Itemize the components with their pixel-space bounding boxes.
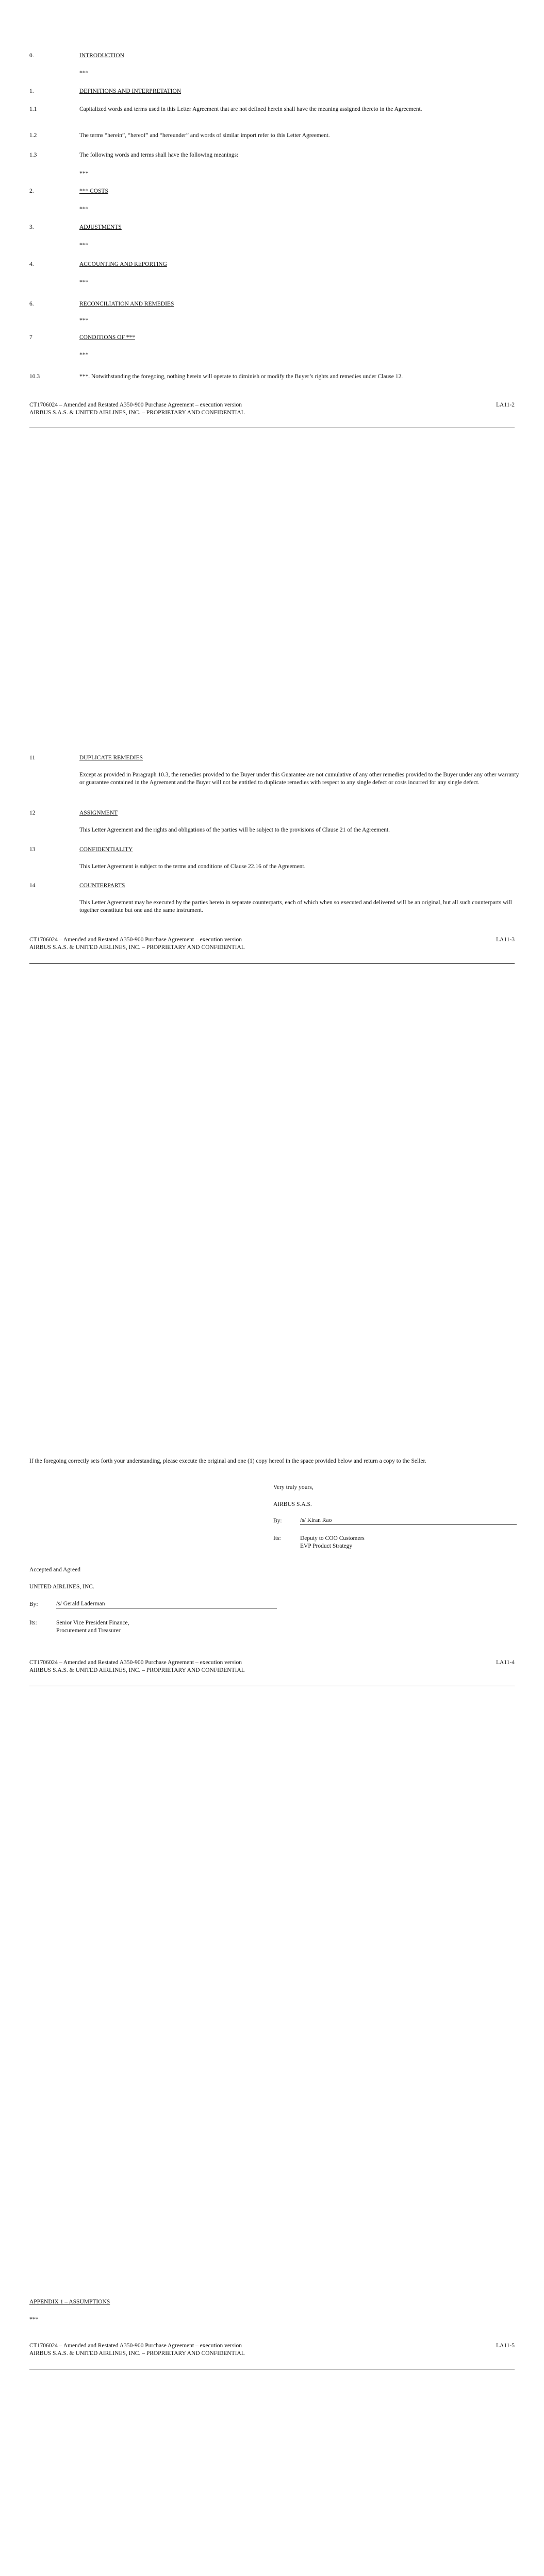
its-label: Its:	[273, 1535, 281, 1541]
section-number: 3.	[29, 224, 34, 230]
clause-text: Capitalized words and terms used in this Letter Agreement that are not defined herein shall have the meaning assigned thereto in the Agreement.	[79, 106, 422, 112]
seller-title-1: Deputy to COO Customers	[300, 1535, 365, 1541]
section-number: 6.	[29, 301, 34, 307]
clause-1-2	[29, 132, 523, 140]
section-1	[29, 88, 523, 95]
section-heading: ACCOUNTING AND REPORTING	[79, 261, 167, 267]
footer-document-title: CT1706024 – Amended and Restated A350-900 Purchase Agreement – execution version	[29, 402, 242, 408]
footer-document-title: CT1706024 – Amended and Restated A350-900 Purchase Agreement – execution version	[29, 937, 242, 943]
page-divider	[29, 963, 515, 964]
clause-text: The terms “herein”, “hereof” and “hereunder” and words of similar import refer to this Letter Agreement.	[79, 132, 330, 139]
section-heading: CONFIDENTIALITY	[79, 846, 133, 853]
stars-line: ***	[79, 279, 89, 285]
seller-title-block	[273, 1535, 365, 1550]
page-footer	[29, 2342, 515, 2358]
section-heading: DEFINITIONS AND INTERPRETATION	[79, 88, 182, 94]
section-heading: COUNTERPARTS	[79, 883, 125, 889]
section-0	[29, 52, 523, 60]
section-number: 7	[29, 334, 32, 341]
clause-10-3	[29, 373, 523, 381]
buyer-title-block	[29, 1619, 129, 1635]
section-number: 11	[29, 755, 36, 761]
section-number: 12	[29, 810, 36, 816]
footer-document-title: CT1706024 – Amended and Restated A350-900 Purchase Agreement – execution version	[29, 2343, 242, 2349]
section-number: 2.	[29, 188, 34, 194]
clause-number: 1.2	[29, 132, 37, 139]
stars-line: ***	[79, 171, 89, 177]
footer-page-ref: LA11-5	[496, 2343, 515, 2349]
section-text: This Letter Agreement and the rights and obligations of the parties will be subject to the provisions of Clause 21 of the Agreement.	[79, 827, 390, 834]
section-text: This Letter Agreement may be executed by the parties hereto in separate counterparts, each of which when so executed and delivered will be an original, but all such counterparts will together constitute but one and the same instrument.	[79, 900, 512, 914]
page-footer	[29, 936, 515, 952]
section-7	[29, 334, 523, 342]
stars-line: ***	[29, 2316, 39, 2323]
section-6	[29, 300, 523, 308]
seller-signature-block	[273, 1517, 517, 1525]
clause-text: The following words and terms shall have the following meanings:	[79, 152, 239, 158]
seller-signature: /s/ Kiran Rao	[300, 1517, 332, 1523]
footer-page-ref: LA11-3	[496, 937, 515, 943]
stars-line: ***	[79, 242, 89, 248]
footer-page-ref: LA11-4	[496, 1659, 515, 1666]
section-heading: ASSIGNMENT	[79, 810, 118, 816]
footer-confidentiality: AIRBUS S.A.S. & UNITED AIRLINES, INC. – PROPRIETARY AND CONFIDENTIAL	[29, 944, 245, 951]
page-footer	[29, 401, 515, 417]
section-2	[29, 188, 523, 195]
closing-salutation: Very truly yours,	[273, 1484, 314, 1490]
footer-confidentiality: AIRBUS S.A.S. & UNITED AIRLINES, INC. – PROPRIETARY AND CONFIDENTIAL	[29, 1667, 245, 1674]
stars-line: ***	[79, 70, 89, 76]
clause-number: 10.3	[29, 374, 40, 380]
section-14	[29, 882, 523, 915]
section-number: 0.	[29, 53, 34, 59]
section-heading: CONDITIONS OF ***	[79, 334, 135, 341]
stars-line: ***	[79, 352, 89, 358]
clause-text: ***. Notwithstanding the foregoing, nothing herein will operate to diminish or modify the Buyer’s rights and remedies under Clause 12.	[79, 374, 403, 380]
section-number: 14	[29, 883, 36, 889]
stars-line: ***	[79, 206, 89, 212]
section-heading: RECONCILIATION AND REMEDIES	[79, 301, 174, 307]
footer-confidentiality: AIRBUS S.A.S. & UNITED AIRLINES, INC. – PROPRIETARY AND CONFIDENTIAL	[29, 410, 245, 416]
page-footer	[29, 1659, 515, 1674]
execution-request: If the foregoing correctly sets forth your understanding, please execute the original and one (1) copy hereof in the space provided below and return a copy to the Seller.	[29, 1458, 426, 1464]
section-heading: *** COSTS	[79, 188, 108, 194]
section-number: 1.	[29, 88, 34, 94]
section-heading: INTRODUCTION	[79, 53, 124, 59]
footer-page-ref: LA11-2	[496, 402, 515, 408]
section-text: Except as provided in Paragraph 10.3, the remedies provided to the Buyer under this Guarantee are not cumulative of any other remedies provided to the Buyer under any other warranty or guarantee contained in the Agreement and the Buyer will not be entitled to duplicate remedies with respect to any single defect or costs incurred for any single defect.	[79, 772, 519, 786]
stars-line: ***	[79, 317, 89, 324]
clause-number: 1.3	[29, 152, 37, 158]
buyer-name: UNITED AIRLINES, INC.	[29, 1584, 94, 1590]
section-11	[29, 754, 523, 787]
section-heading: ADJUSTMENTS	[79, 224, 122, 230]
clause-number: 1.1	[29, 106, 37, 112]
by-label: By:	[29, 1601, 38, 1607]
buyer-title-1: Senior Vice President Finance,	[56, 1620, 129, 1626]
seller-title-2: EVP Product Strategy	[300, 1543, 353, 1550]
buyer-title-2: Procurement and Treasurer	[56, 1628, 121, 1634]
section-12	[29, 809, 523, 834]
clause-1-3	[29, 151, 523, 159]
seller-name: AIRBUS S.A.S.	[273, 1501, 312, 1507]
its-label: Its:	[29, 1620, 37, 1626]
section-4	[29, 261, 523, 268]
appendix-heading: APPENDIX 1 – ASSUMPTIONS	[29, 2299, 110, 2305]
accepted-label: Accepted and Agreed	[29, 1567, 80, 1573]
footer-document-title: CT1706024 – Amended and Restated A350-900 Purchase Agreement – execution version	[29, 1659, 242, 1666]
section-number: 13	[29, 846, 36, 853]
section-13	[29, 846, 523, 871]
section-heading: DUPLICATE REMEDIES	[79, 755, 143, 761]
buyer-signature: /s/ Gerald Laderman	[56, 1601, 105, 1607]
section-text: This Letter Agreement is subject to the terms and conditions of Clause 22.16 of the Agreement.	[79, 863, 306, 870]
buyer-signature-block	[29, 1600, 277, 1608]
by-label: By:	[273, 1518, 282, 1524]
section-3	[29, 224, 523, 231]
section-number: 4.	[29, 261, 34, 267]
footer-confidentiality: AIRBUS S.A.S. & UNITED AIRLINES, INC. – PROPRIETARY AND CONFIDENTIAL	[29, 2350, 245, 2357]
clause-1-1	[29, 106, 523, 113]
